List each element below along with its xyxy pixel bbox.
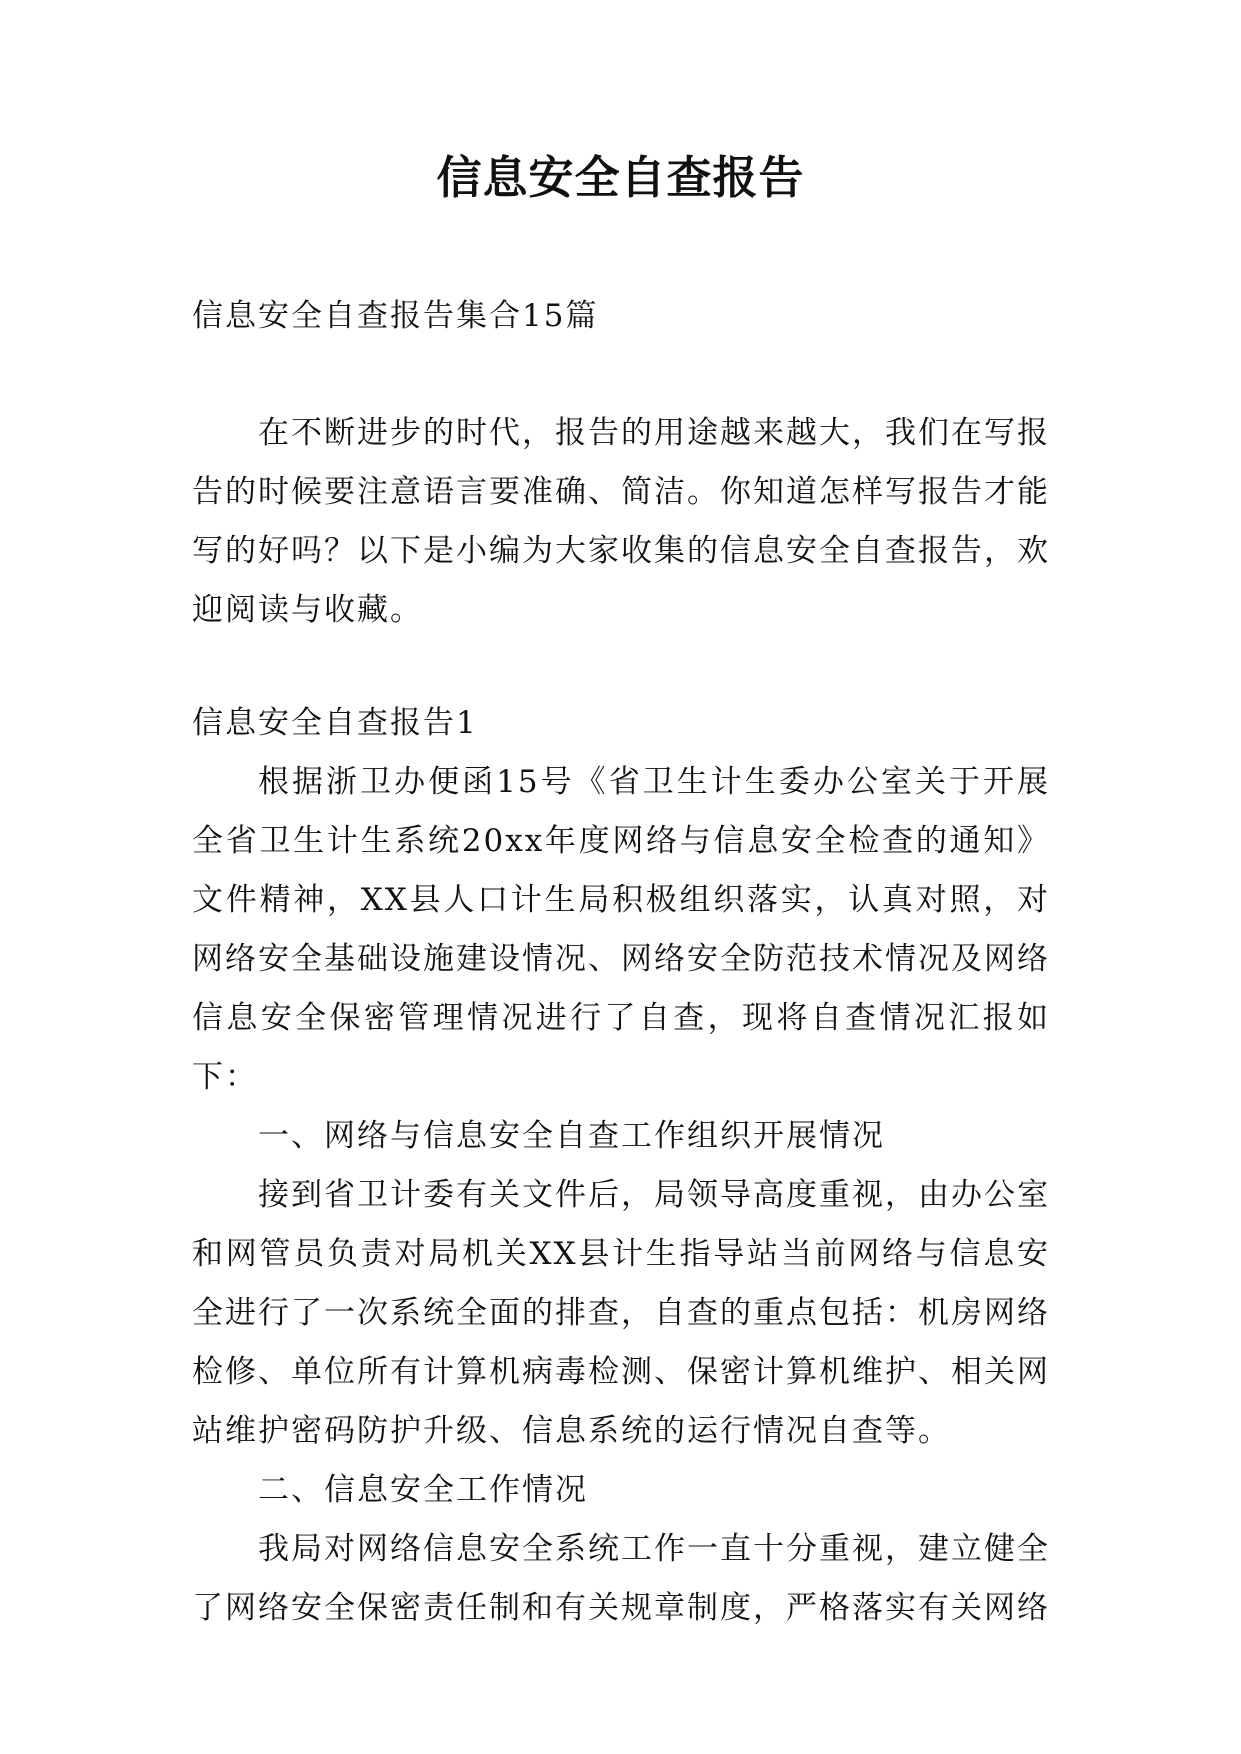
document-subtitle: 信息安全自查报告集合15篇: [192, 298, 599, 334]
section-heading: 一、网络与信息安全自查工作组织开展情况: [258, 1118, 885, 1154]
page-title: 信息安全自查报告: [436, 151, 805, 204]
article-paragraph: 根据浙卫办便函15号《省卫生计生委办公室关于开展全省卫生计生系统20xx年度网络与信息安全检查的通知》文件精神，XX县人口计生局积极组织落实，认真对照，对网络安全基础设施建设情况、网络安全防范技术情况及网络信息安全保密管理情况进行了自查，现将自查情况汇报如下：: [192, 764, 1050, 1095]
article-section: [192, 694, 1050, 1638]
intro-paragraph: 在不断进步的时代，报告的用途越来越大，我们在写报告的时候要注意语言要准确、简洁。你知道怎样写报告才能写的好吗？以下是小编为大家收集的信息安全自查报告，欢迎阅读与收藏。: [192, 415, 1050, 628]
section-heading: 二、信息安全工作情况: [258, 1472, 588, 1508]
article-heading: 信息安全自查报告1: [192, 705, 478, 741]
article-paragraph: 接到省卫计委有关文件后，局领导高度重视，由办公室和网管员负责对局机关XX县计生指导站当前网络与信息安全进行了一次系统全面的排查，自查的重点包括：机房网络检修、单位所有计算机病毒检测、保密计算机维护、相关网站维护密码防护升级、信息系统的运行情况自查等。: [192, 1177, 1050, 1449]
article-paragraph: 我局对网络信息安全系统工作一直十分重视，建立健全了网络安全保密责任制和有关规章制度，严格落实有关网络: [192, 1531, 1050, 1626]
